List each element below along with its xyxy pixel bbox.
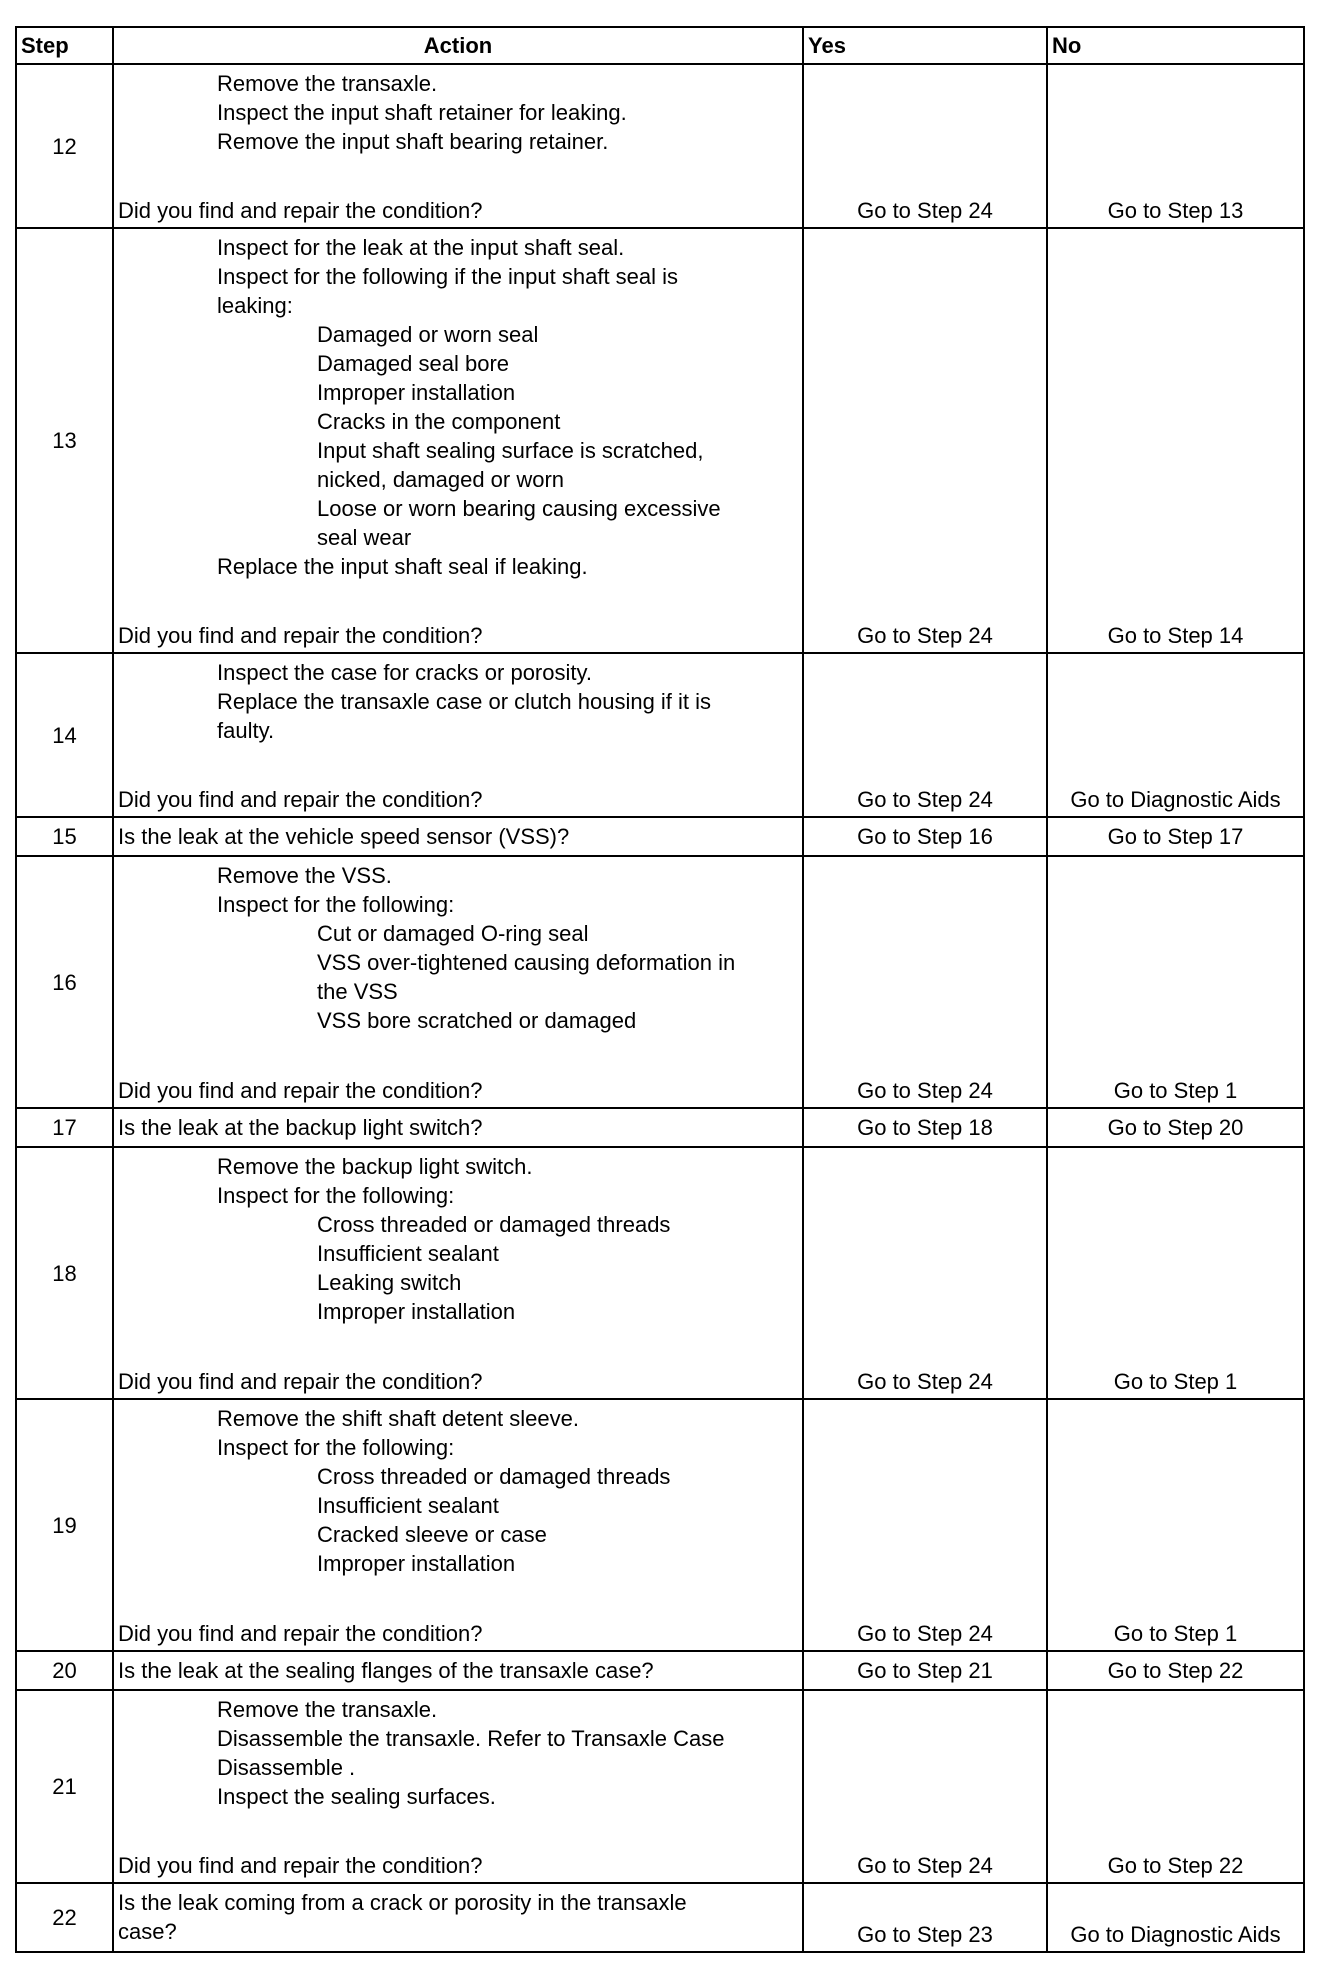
action-cell bbox=[113, 1883, 803, 1952]
action-line: Remove the transaxle. bbox=[217, 71, 438, 96]
step-number: 17 bbox=[16, 1108, 113, 1147]
action-line: Disassemble the transaxle. Refer to Transaxle Case bbox=[217, 1726, 725, 1751]
action-line: Cracks in the component bbox=[317, 409, 561, 434]
action-line: nicked, damaged or worn bbox=[317, 467, 565, 492]
header-action: Action bbox=[113, 27, 803, 64]
table-row bbox=[16, 1883, 1304, 1952]
table-row bbox=[16, 64, 1304, 228]
step-number: 18 bbox=[16, 1147, 113, 1399]
action-cell bbox=[113, 856, 803, 1108]
action-line: Is the leak coming from a crack or porosity in the transaxle bbox=[118, 1890, 687, 1915]
action-line: Insufficient sealant bbox=[317, 1241, 499, 1266]
step-number: 15 bbox=[16, 817, 113, 856]
action-cell bbox=[113, 653, 803, 817]
action-cell bbox=[113, 1399, 803, 1651]
yes-result: Go to Step 24 bbox=[803, 64, 1047, 228]
table-row bbox=[16, 1399, 1304, 1651]
action-line: Improper installation bbox=[317, 1551, 516, 1576]
action-line: Inspect the sealing surfaces. bbox=[217, 1784, 496, 1809]
no-result: Go to Step 20 bbox=[1047, 1108, 1304, 1147]
action-line: the VSS bbox=[317, 979, 398, 1004]
table-row bbox=[16, 1147, 1304, 1399]
action-line: Cross threaded or damaged threads bbox=[317, 1464, 671, 1489]
action-cell bbox=[113, 1690, 803, 1883]
header-no: No bbox=[1047, 27, 1304, 64]
header-yes: Yes bbox=[803, 27, 1047, 64]
yes-result: Go to Step 23 bbox=[803, 1883, 1047, 1952]
action-line: Input shaft sealing surface is scratched, bbox=[317, 438, 704, 463]
action-line: Inspect for the following: bbox=[217, 1435, 455, 1460]
yes-result: Go to Step 24 bbox=[803, 228, 1047, 653]
action-line: Inspect the case for cracks or porosity. bbox=[217, 660, 592, 685]
table-row bbox=[16, 856, 1304, 1108]
action-line: VSS over-tightened causing deformation in bbox=[317, 950, 736, 975]
condition-question: Did you find and repair the condition? bbox=[118, 198, 483, 223]
condition-question: Did you find and repair the condition? bbox=[118, 1621, 483, 1646]
yes-result: Go to Step 24 bbox=[803, 653, 1047, 817]
no-result: Go to Step 1 bbox=[1047, 856, 1304, 1108]
action-line: Cracked sleeve or case bbox=[317, 1522, 547, 1547]
header-step: Step bbox=[16, 27, 113, 64]
action-line: Replace the transaxle case or clutch housing if it is bbox=[217, 689, 712, 714]
table-row bbox=[16, 1108, 1304, 1147]
action-line: Cross threaded or damaged threads bbox=[317, 1212, 671, 1237]
action-line: Insufficient sealant bbox=[317, 1493, 499, 1518]
action-line: Damaged or worn seal bbox=[317, 322, 539, 347]
action-cell: Is the leak at the backup light switch? bbox=[113, 1108, 803, 1147]
action-line: Disassemble . bbox=[217, 1755, 356, 1780]
yes-result: Go to Step 24 bbox=[803, 1690, 1047, 1883]
no-result: Go to Step 13 bbox=[1047, 64, 1304, 228]
condition-question: Did you find and repair the condition? bbox=[118, 1078, 483, 1103]
action-cell bbox=[113, 1147, 803, 1399]
action-line: Damaged seal bore bbox=[317, 351, 510, 376]
yes-result: Go to Step 18 bbox=[803, 1108, 1047, 1147]
action-cell: Is the leak at the sealing flanges of the transaxle case? bbox=[113, 1651, 803, 1690]
diagnostic-table bbox=[15, 26, 1305, 1953]
no-result: Go to Diagnostic Aids bbox=[1047, 1883, 1304, 1952]
action-line: Remove the transaxle. bbox=[217, 1697, 438, 1722]
table-row bbox=[16, 817, 1304, 856]
no-result: Go to Step 1 bbox=[1047, 1399, 1304, 1651]
step-number: 20 bbox=[16, 1651, 113, 1690]
condition-question: Did you find and repair the condition? bbox=[118, 1369, 483, 1394]
no-result: Go to Step 22 bbox=[1047, 1651, 1304, 1690]
action-line: Inspect for the following: bbox=[217, 892, 455, 917]
action-line: Loose or worn bearing causing excessive bbox=[317, 496, 721, 521]
table-row bbox=[16, 653, 1304, 817]
action-line: Replace the input shaft seal if leaking. bbox=[217, 554, 588, 579]
no-result: Go to Step 17 bbox=[1047, 817, 1304, 856]
no-result: Go to Step 14 bbox=[1047, 228, 1304, 653]
action-line: Improper installation bbox=[317, 380, 516, 405]
yes-result: Go to Step 24 bbox=[803, 856, 1047, 1108]
action-line: Remove the input shaft bearing retainer. bbox=[217, 129, 609, 154]
action-line: seal wear bbox=[317, 525, 412, 550]
step-number: 12 bbox=[16, 64, 113, 228]
action-line: leaking: bbox=[217, 293, 293, 318]
action-line: Inspect for the following: bbox=[217, 1183, 455, 1208]
action-line: faulty. bbox=[217, 718, 275, 743]
no-result: Go to Step 22 bbox=[1047, 1690, 1304, 1883]
no-result: Go to Diagnostic Aids bbox=[1047, 653, 1304, 817]
action-line: case? bbox=[118, 1919, 177, 1944]
action-cell bbox=[113, 228, 803, 653]
condition-question: Did you find and repair the condition? bbox=[118, 1853, 483, 1878]
no-result: Go to Step 1 bbox=[1047, 1147, 1304, 1399]
action-line: VSS bore scratched or damaged bbox=[317, 1008, 637, 1033]
action-line: Leaking switch bbox=[317, 1270, 462, 1295]
action-line: Inspect for the leak at the input shaft seal. bbox=[217, 235, 625, 260]
yes-result: Go to Step 16 bbox=[803, 817, 1047, 856]
action-cell: Is the leak at the vehicle speed sensor (VSS)? bbox=[113, 817, 803, 856]
action-line: Improper installation bbox=[317, 1299, 516, 1324]
table-row bbox=[16, 228, 1304, 653]
step-number: 13 bbox=[16, 228, 113, 653]
condition-question: Did you find and repair the condition? bbox=[118, 787, 483, 812]
action-line: Cut or damaged O-ring seal bbox=[317, 921, 589, 946]
step-number: 21 bbox=[16, 1690, 113, 1883]
table-row bbox=[16, 1690, 1304, 1883]
action-line: Inspect for the following if the input shaft seal is bbox=[217, 264, 679, 289]
condition-question: Did you find and repair the condition? bbox=[118, 623, 483, 648]
yes-result: Go to Step 24 bbox=[803, 1147, 1047, 1399]
yes-result: Go to Step 24 bbox=[803, 1399, 1047, 1651]
step-number: 16 bbox=[16, 856, 113, 1108]
step-number: 19 bbox=[16, 1399, 113, 1651]
table-row bbox=[16, 1651, 1304, 1690]
action-line: Inspect the input shaft retainer for leaking. bbox=[217, 100, 627, 125]
action-line: Remove the VSS. bbox=[217, 863, 392, 888]
action-line: Remove the backup light switch. bbox=[217, 1154, 533, 1179]
yes-result: Go to Step 21 bbox=[803, 1651, 1047, 1690]
action-cell bbox=[113, 64, 803, 228]
step-number: 22 bbox=[16, 1883, 113, 1952]
step-number: 14 bbox=[16, 653, 113, 817]
action-line: Remove the shift shaft detent sleeve. bbox=[217, 1406, 579, 1431]
header-row bbox=[16, 27, 1304, 64]
